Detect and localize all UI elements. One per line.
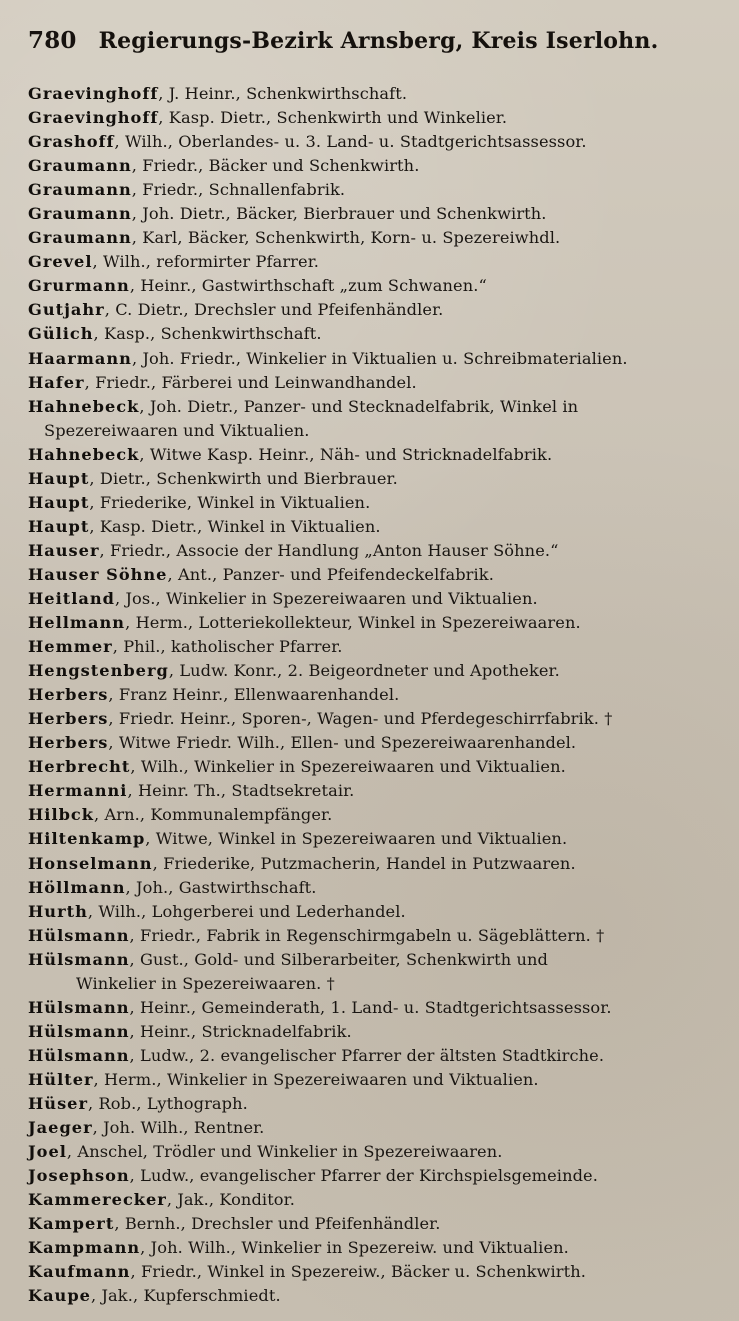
- entry-name: Herbers: [28, 685, 109, 705]
- directory-entry: [28, 1260, 718, 1284]
- directory-entry: [28, 491, 718, 515]
- entry-details: Friederike, Winkel in Viktualien.: [99, 492, 371, 512]
- running-title: Regierungs-Bezirk Arnsberg, Kreis Iserlohn.: [98, 28, 659, 54]
- directory-entry: [28, 683, 718, 707]
- entry-name: Graumann: [28, 156, 132, 176]
- entry-name: Herbers: [28, 733, 109, 753]
- entry-separator: ,: [108, 733, 119, 753]
- entry-separator: ,: [88, 1093, 99, 1113]
- entry-separator: ,: [158, 108, 169, 128]
- entry-name: Hurth: [28, 901, 88, 921]
- directory-entry: [28, 587, 718, 611]
- directory-entry: [28, 298, 718, 322]
- entry-separator: ,: [87, 901, 99, 921]
- entry-name: Hellmann: [28, 613, 126, 633]
- entry-separator: ,: [93, 1069, 105, 1089]
- entry-details: Witwe Kasp. Heinr., Näh- und Stricknadelfabrik.: [149, 444, 553, 464]
- entry-details: Friedr., Fabrik in Regenschirmgabeln u. Sägeblättern. †: [139, 925, 605, 945]
- directory-entry: [28, 274, 718, 298]
- entry-separator: ,: [131, 204, 143, 224]
- entry-separator: ,: [129, 997, 140, 1017]
- entry-name: Honselmann: [28, 853, 153, 873]
- entry-separator: ,: [139, 444, 150, 464]
- entry-name: Herbers: [28, 709, 109, 729]
- entry-separator: ,: [129, 276, 141, 296]
- directory-entry: [28, 611, 718, 635]
- entry-details: Ludw. Konr., 2. Beigeordneter und Apotheker.: [179, 661, 560, 681]
- entry-separator: ,: [129, 925, 140, 945]
- entry-continuation: [28, 972, 718, 996]
- entry-details: Wilh., Oberlandes- u. 3. Land- u. Stadtgerichtsassessor.: [124, 132, 587, 152]
- entry-details: C. Dietr., Drechsler und Pfeifenhändler.: [115, 300, 444, 320]
- entry-name: Hülsmann: [28, 997, 130, 1017]
- page-number: 780: [28, 27, 77, 54]
- directory-entry: [28, 1140, 718, 1164]
- directory-entry: [28, 1164, 718, 1188]
- directory-entry: [28, 827, 718, 851]
- entry-details: Joh. Wilh., Winkelier in Spezereiw. und Viktualien.: [150, 1238, 569, 1258]
- directory-entry: [28, 467, 718, 491]
- entry-details: Joh., Gastwirthschaft.: [136, 877, 317, 897]
- entry-details: Friederike, Putzmacherin, Handel in Putzwaaren.: [163, 853, 576, 873]
- entry-details: Herm., Lotteriekollekteur, Winkel in Spezereiwaaren.: [135, 613, 581, 633]
- page-header: [28, 26, 717, 68]
- entry-name: Haarmann: [28, 348, 132, 368]
- entry-separator: ,: [92, 252, 104, 272]
- entry-separator: ,: [129, 949, 140, 969]
- entry-details: Kasp. Dietr., Schenkwirth und Winkelier.: [168, 108, 508, 128]
- entry-separator: ,: [90, 1286, 102, 1306]
- directory-entry: [28, 515, 718, 539]
- entry-name: Hülsmann: [28, 1021, 130, 1041]
- directory-entry: [28, 563, 718, 587]
- entry-separator: ,: [89, 468, 100, 488]
- entry-name: Joel: [28, 1142, 67, 1162]
- entry-details: Wilh., Winkelier in Spezereiwaaren und Viktualien.: [140, 757, 566, 777]
- entry-separator: ,: [130, 1262, 141, 1282]
- directory-entry: [28, 924, 718, 948]
- directory-entry: [28, 803, 718, 827]
- entry-name: Hauser Söhne: [28, 564, 168, 584]
- entry-details: Friedr., Färberei und Leinwandhandel.: [95, 372, 417, 392]
- entry-separator: ,: [108, 709, 119, 729]
- entry-separator: ,: [114, 588, 126, 608]
- entry-details: Heinr., Gastwirthschaft „zum Schwanen.“: [140, 276, 487, 296]
- entry-details: Heinr. Th., Stadtsekretair.: [137, 781, 355, 801]
- entry-details: Herm., Winkelier in Spezereiwaaren und Viktualien.: [104, 1069, 539, 1089]
- directory-entry: [28, 322, 718, 346]
- entry-separator: ,: [139, 396, 150, 416]
- entry-separator: ,: [131, 228, 143, 248]
- entry-name: Hülsmann: [28, 925, 130, 945]
- entry-separator: ,: [112, 637, 124, 657]
- entry-separator: ,: [99, 540, 110, 560]
- entry-separator: ,: [93, 324, 105, 344]
- entry-separator: ,: [93, 805, 105, 825]
- entry-name: Hülsmann: [28, 1045, 130, 1065]
- entry-separator: ,: [92, 1118, 104, 1138]
- directory-entry: [28, 635, 718, 659]
- entry-separator: ,: [145, 829, 156, 849]
- entry-name: Heitland: [28, 588, 115, 608]
- entry-name: Kammerecker: [28, 1190, 167, 1210]
- entry-name: Josephson: [28, 1166, 130, 1186]
- entry-separator: ,: [108, 685, 119, 705]
- entry-name: Grevel: [28, 252, 93, 272]
- directory-entry: [28, 1188, 718, 1212]
- entry-separator: ,: [114, 1214, 125, 1234]
- entry-details: Gust., Gold- und Silberarbeiter, Schenkwirth und: [139, 949, 548, 969]
- directory-entry: [28, 996, 718, 1020]
- entry-continuation-text: Spezereiwaaren und Viktualien.: [44, 420, 310, 440]
- directory-entry: [28, 539, 718, 563]
- entry-details: Rob., Lythograph.: [98, 1093, 248, 1113]
- entry-separator: ,: [84, 372, 96, 392]
- entry-name: Graevinghoff: [28, 84, 159, 103]
- directory-entry: [28, 202, 718, 226]
- directory-entry: [28, 1020, 718, 1044]
- entry-separator: ,: [131, 156, 143, 176]
- entry-separator: ,: [168, 661, 180, 681]
- entry-name: Hafer: [28, 372, 85, 392]
- entry-separator: ,: [127, 781, 138, 801]
- entry-details: Joh. Wilh., Rentner.: [103, 1118, 265, 1138]
- entry-name: Hermanni: [28, 781, 128, 801]
- entry-separator: ,: [130, 757, 141, 777]
- entry-name: Grurmann: [28, 276, 130, 296]
- entry-name: Kampert: [28, 1214, 115, 1234]
- entry-details: Ant., Panzer- und Pfeifendeckelfabrik.: [177, 564, 494, 584]
- entry-separator: ,: [158, 84, 169, 103]
- entry-details: Heinr., Stricknadelfabrik.: [139, 1021, 352, 1041]
- directory-entry: [28, 1116, 718, 1140]
- entry-details: Jak., Kupferschmiedt.: [101, 1286, 281, 1306]
- entry-details: Witwe, Winkel in Spezereiwaaren und Viktualien.: [155, 829, 568, 849]
- entry-name: Graumann: [28, 204, 132, 224]
- entry-continuation-text: Winkelier in Spezereiwaaren. †: [76, 973, 335, 993]
- directory-entry: [28, 347, 718, 371]
- entry-name: Kaupe: [28, 1286, 91, 1306]
- entry-details: Franz Heinr., Ellenwaarenhandel.: [118, 685, 400, 705]
- directory-entry: [28, 1284, 718, 1308]
- entry-name: Hüser: [28, 1093, 89, 1113]
- entry-details: Bernh., Drechsler und Pfeifenhändler.: [124, 1214, 441, 1234]
- entry-separator: ,: [125, 877, 137, 897]
- entry-name: Hemmer: [28, 637, 113, 657]
- entry-name: Höllmann: [28, 877, 126, 897]
- directory-list: [28, 82, 718, 1308]
- entry-details: Friedr. Heinr., Sporen-, Wagen- und Pferdegeschirrfabrik. †: [118, 709, 613, 729]
- directory-entry: [28, 755, 718, 779]
- directory-entry: [28, 948, 718, 972]
- entry-separator: ,: [129, 1021, 140, 1041]
- entry-name: Haupt: [28, 492, 90, 512]
- entry-details: Arn., Kommunalempfänger.: [104, 805, 333, 825]
- entry-separator: ,: [66, 1142, 78, 1162]
- entry-details: Witwe Friedr. Wilh., Ellen- und Spezereiwaarenhandel.: [118, 733, 577, 753]
- directory-entry: [28, 1212, 718, 1236]
- entry-details: Dietr., Schenkwirth und Bierbrauer.: [99, 468, 398, 488]
- entry-name: Gülich: [28, 324, 94, 344]
- entry-details: Karl, Bäcker, Schenkwirth, Korn- u. Spezereiwhdl.: [142, 228, 561, 248]
- entry-name: Hülsmann: [28, 949, 130, 969]
- entry-name: Hülter: [28, 1069, 94, 1089]
- entry-details: Friedr., Schnallenfabrik.: [142, 180, 346, 200]
- directory-entry: [28, 876, 718, 900]
- directory-entry: [28, 395, 718, 419]
- directory-entry: [28, 1092, 718, 1116]
- entry-name: Hauser: [28, 540, 100, 560]
- directory-entry: [28, 130, 718, 154]
- entry-details: Jos., Winkelier in Spezereiwaaren und Viktualien.: [125, 588, 538, 608]
- entry-details: Joh. Friedr., Winkelier in Viktualien u. Schreibmaterialien.: [142, 348, 628, 368]
- entry-separator: ,: [89, 492, 100, 512]
- directory-entry: [28, 371, 718, 395]
- entry-name: Graumann: [28, 180, 132, 200]
- directory-entry: [28, 900, 718, 924]
- directory-entry: [28, 779, 718, 803]
- entry-name: Kampmann: [28, 1238, 141, 1258]
- directory-entry: [28, 154, 718, 178]
- entry-details: Phil., katholischer Pfarrer.: [123, 637, 343, 657]
- entry-details: Wilh., Lohgerberei und Lederhandel.: [98, 901, 406, 921]
- entry-details: Heinr., Gemeinderath, 1. Land- u. Stadtgerichtsassessor.: [139, 997, 612, 1017]
- directory-entry: [28, 443, 718, 467]
- directory-entry: [28, 178, 718, 202]
- entry-separator: ,: [140, 1238, 151, 1258]
- entry-name: Haupt: [28, 516, 90, 536]
- directory-entry: [28, 1044, 718, 1068]
- entry-continuation: [28, 419, 718, 443]
- entry-details: Kasp., Schenkwirthschaft.: [104, 324, 322, 344]
- entry-details: Jak., Konditor.: [177, 1190, 295, 1210]
- entry-separator: ,: [152, 853, 164, 873]
- entry-separator: ,: [89, 516, 100, 536]
- entry-details: Friedr., Bäcker und Schenkwirth.: [142, 156, 420, 176]
- entry-separator: ,: [166, 1190, 178, 1210]
- directory-entry: [28, 226, 718, 250]
- directory-entry: [28, 82, 718, 106]
- entry-details: Joh. Dietr., Bäcker, Bierbrauer und Schenkwirth.: [142, 204, 547, 224]
- entry-separator: ,: [125, 613, 136, 633]
- directory-entry: [28, 1068, 718, 1092]
- entry-separator: ,: [131, 348, 143, 368]
- directory-entry: [28, 106, 718, 130]
- entry-name: Jaeger: [28, 1118, 93, 1138]
- directory-entry: [28, 250, 718, 274]
- entry-details: Friedr., Winkel in Spezereiw., Bäcker u. Schenkwirth.: [140, 1262, 586, 1282]
- entry-name: Graevinghoff: [28, 108, 159, 128]
- entry-name: Herbrecht: [28, 757, 131, 777]
- entry-details: Ludw., 2. evangelischer Pfarrer der ältsten Stadtkirche.: [139, 1045, 605, 1065]
- entry-name: Hiltenkamp: [28, 829, 146, 849]
- entry-details: Anschel, Trödler und Winkelier in Spezereiwaaren.: [77, 1142, 503, 1162]
- entry-separator: ,: [131, 180, 143, 200]
- directory-entry: [28, 731, 718, 755]
- entry-name: Hahnebeck: [28, 444, 140, 464]
- entry-details: Ludw., evangelischer Pfarrer der Kirchspielsgemeinde.: [140, 1166, 598, 1186]
- entry-details: J. Heinr., Schenkwirthschaft.: [168, 84, 408, 103]
- entry-details: Joh. Dietr., Panzer- und Stecknadelfabrik, Winkel in: [149, 396, 579, 416]
- entry-name: Haupt: [28, 468, 90, 488]
- directory-entry: [28, 659, 718, 683]
- entry-details: Wilh., reformirter Pfarrer.: [103, 252, 320, 272]
- entry-name: Graumann: [28, 228, 132, 248]
- entry-name: Hengstenberg: [28, 661, 169, 681]
- entry-details: Friedr., Associe der Handlung „Anton Hauser Söhne.“: [110, 540, 559, 560]
- directory-entry: [28, 852, 718, 876]
- entry-name: Gutjahr: [28, 300, 105, 320]
- entry-separator: ,: [104, 300, 116, 320]
- entry-name: Hahnebeck: [28, 396, 140, 416]
- entry-separator: ,: [167, 564, 178, 584]
- directory-entry: [28, 707, 718, 731]
- entry-details: Kasp. Dietr., Winkel in Viktualien.: [99, 516, 381, 536]
- entry-name: Hilbck: [28, 805, 94, 825]
- entry-separator: ,: [114, 132, 125, 152]
- directory-entry: [28, 1236, 718, 1260]
- entry-name: Grashoff: [28, 132, 115, 152]
- entry-separator: ,: [129, 1166, 141, 1186]
- entry-separator: ,: [129, 1045, 140, 1065]
- entry-name: Kaufmann: [28, 1262, 131, 1282]
